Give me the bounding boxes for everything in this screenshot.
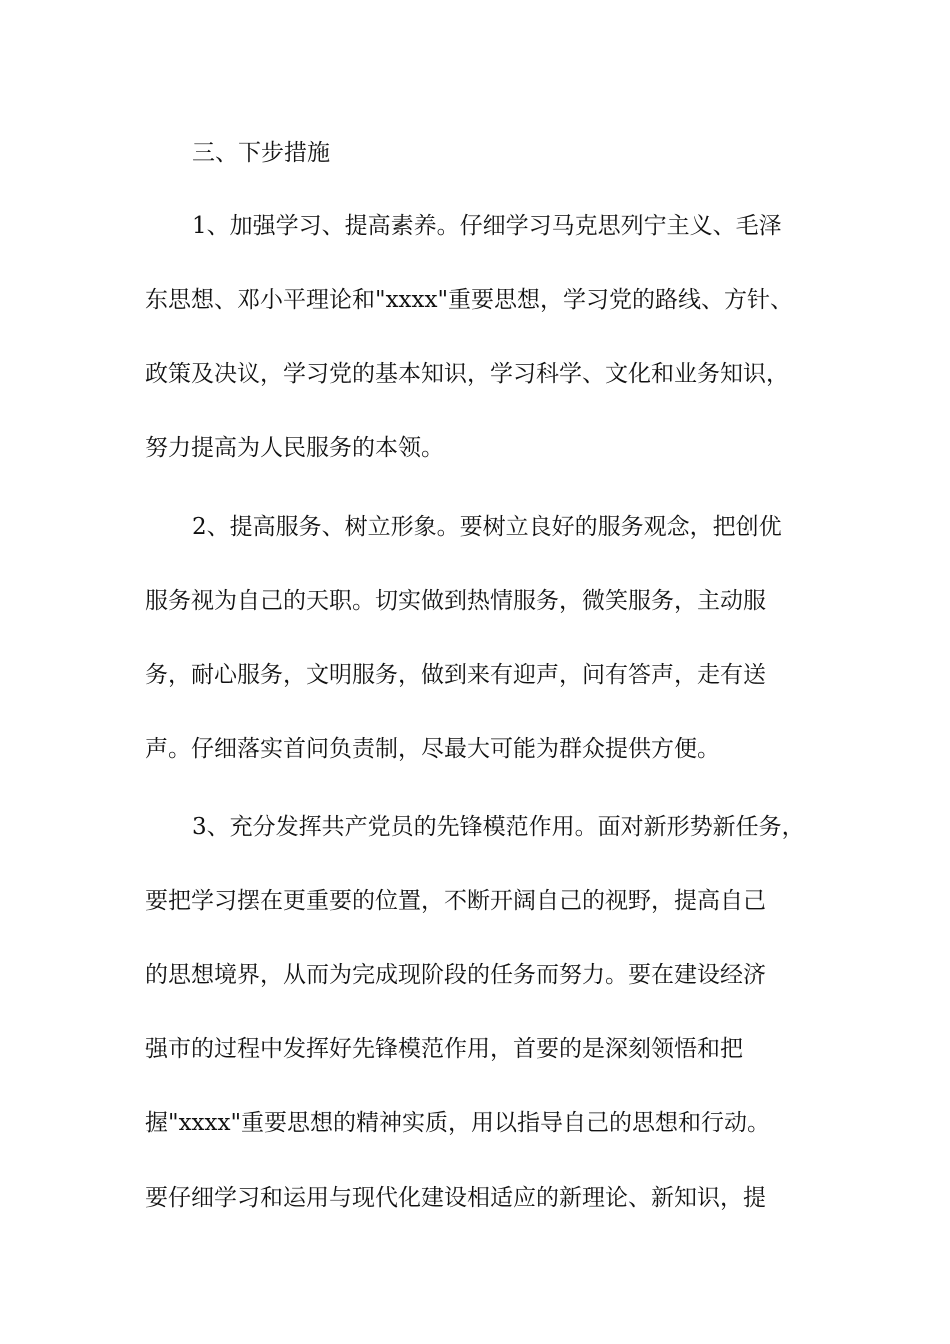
paragraph-2-line-4: 声。仔细落实首问负责制，尽最大可能为群众提供方便。: [145, 736, 720, 762]
paragraph-2-line-3: 务，耐心服务，文明服务，做到来有迎声，问有答声，走有送: [145, 662, 766, 688]
paragraph-3-line-6: 要仔细学习和运用与现代化建设相适应的新理论、新知识，提: [145, 1185, 766, 1211]
paragraph-3-line-3: 的思想境界，从而为完成现阶段的任务而努力。要在建设经济: [145, 962, 766, 988]
paragraph-2-line-1: 2、提高服务、树立形象。要树立良好的服务观念，把创优: [192, 514, 782, 540]
paragraph-1-line-1: 1、加强学习、提高素养。仔细学习马克思列宁主义、毛泽: [192, 213, 782, 239]
paragraph-1-line-3: 政策及决议，学习党的基本知识，学习科学、文化和业务知识，: [145, 361, 789, 387]
paragraph-1-line-4: 努力提高为人民服务的本领。: [145, 435, 444, 461]
paragraph-3-line-4: 强市的过程中发挥好先锋模范作用，首要的是深刻领悟和把: [145, 1036, 743, 1062]
paragraph-3-line-5: 握"xxxx"重要思想的精神实质，用以指导自己的思想和行动。: [145, 1110, 771, 1136]
paragraph-1-line-2: 东思想、邓小平理论和"xxxx"重要思想，学习党的路线、方针、: [145, 287, 794, 313]
paragraph-3-line-2: 要把学习摆在更重要的位置，不断开阔自己的视野，提高自己: [145, 888, 766, 914]
paragraph-2-line-2: 服务视为自己的天职。切实做到热情服务，微笑服务，主动服: [145, 588, 766, 614]
paragraph-3-line-1: 3、充分发挥共产党员的先锋模范作用。面对新形势新任务，: [192, 814, 805, 840]
section-heading: 三、下步措施: [192, 140, 330, 166]
